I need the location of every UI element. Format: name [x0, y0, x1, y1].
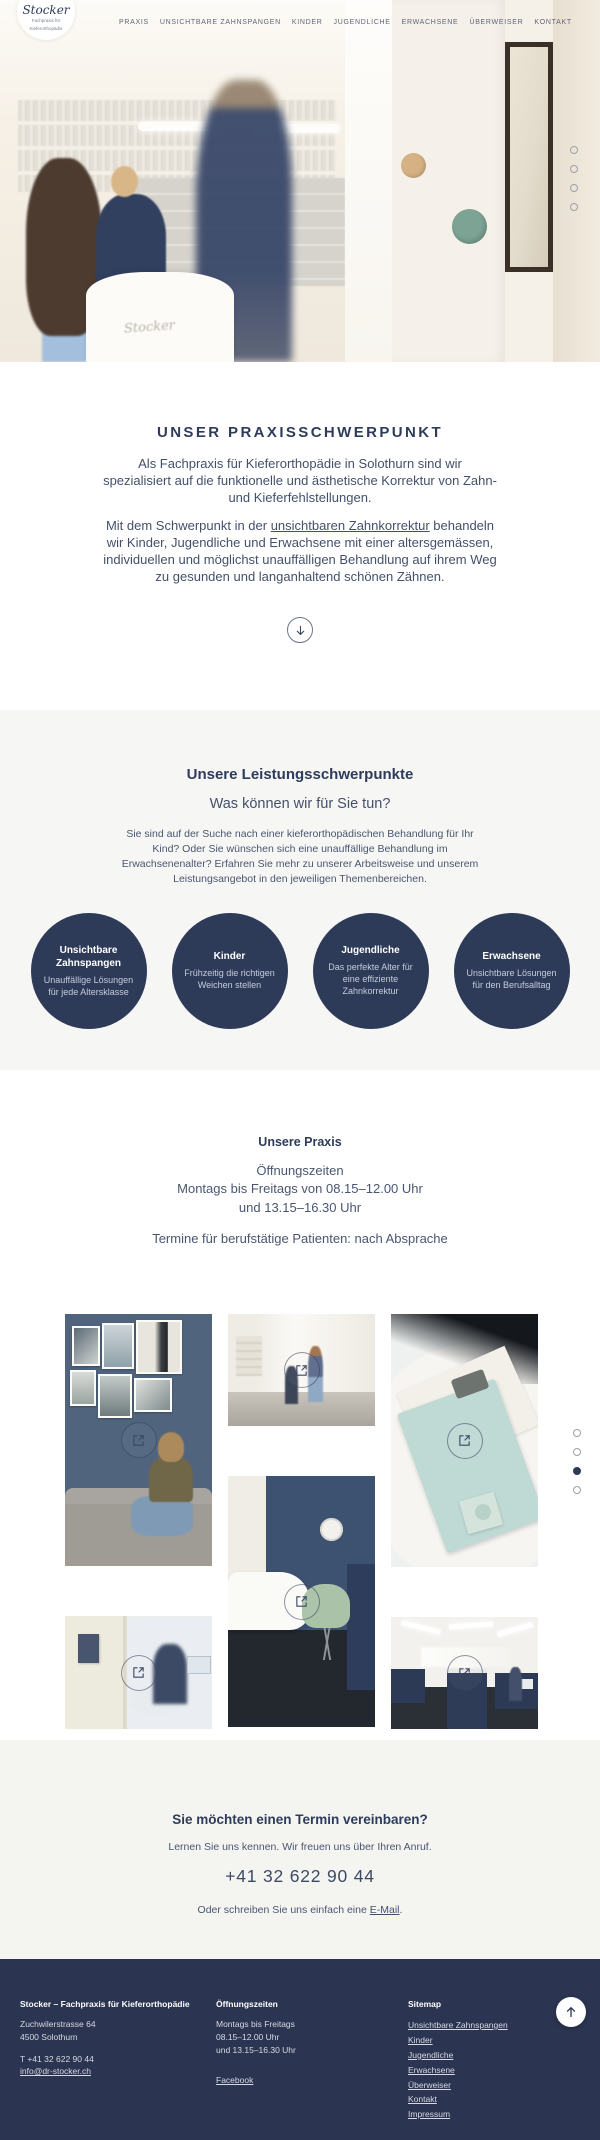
praxis-hours-label: Öffnungszeiten — [256, 1162, 344, 1178]
footer-brand: Stocker – Fachpraxis für Kieferorthopädie — [20, 1999, 190, 2009]
footer-email-link[interactable]: info@dr-stocker.ch — [20, 2066, 91, 2077]
expand-icon[interactable] — [121, 1655, 157, 1691]
praxis-hours-line-1: Montags bis Freitags von 08.15–12.00 Uhr — [177, 1181, 423, 1196]
reading-woman — [158, 1432, 184, 1462]
gallery-photo-open-room[interactable] — [391, 1617, 538, 1729]
staff-figure — [509, 1667, 522, 1701]
carousel-dot[interactable] — [570, 165, 578, 173]
picture-frame — [136, 1320, 182, 1374]
site-footer — [0, 1959, 600, 2140]
leistungen-circles — [0, 913, 600, 1029]
nav-item-praxis[interactable]: PRAXIS — [119, 19, 149, 26]
footer-sitemap-title: Sitemap — [408, 1999, 442, 2009]
cta-text: Lernen Sie uns kennen. Wir freuen uns über Ihren Anruf. — [168, 1840, 432, 1853]
paragraph-2-before: Mit dem Schwerpunkt in der — [105, 518, 271, 534]
reading-woman — [149, 1456, 193, 1502]
carousel-dot[interactable] — [570, 203, 578, 211]
gallery-photo-clipboard[interactable] — [391, 1314, 538, 1567]
carousel-dot-active[interactable] — [573, 1467, 581, 1475]
logo-subline-2: Kieferorthopädie — [29, 25, 63, 31]
expand-icon[interactable] — [121, 1422, 157, 1458]
picture-frame — [98, 1374, 132, 1418]
footer-hours-1: Montags bis Freitags — [216, 2019, 295, 2029]
circle-title: Unsichtbare Zahnspangen — [55, 944, 121, 969]
circle-text: Unauffällige Lösungen für jede Altersklasse — [43, 974, 134, 997]
picture-frame — [134, 1378, 172, 1412]
circle-title: Jugendliche — [341, 945, 400, 957]
hero-reception-desk — [86, 272, 234, 362]
praxis-title: Unsere Praxis — [258, 1134, 342, 1149]
gallery-carousel-pager — [573, 1429, 581, 1494]
sitemap-link-jugendliche[interactable]: Jugendliche — [408, 2049, 454, 2060]
hero-mirror — [505, 42, 553, 272]
carousel-dot[interactable] — [573, 1448, 581, 1456]
email-link[interactable]: E-Mail — [369, 1903, 400, 1916]
paragraph-2-after: behandeln wir Kinder, Jugendliche und Erwachsene mit einer altersgemässen, individuellen und möglichst unauffälligen Behandlung auf ihrem Weg zu gesunden und langanhaltend schönen Zähnen. — [103, 518, 497, 585]
hero-photo-reception — [0, 0, 345, 362]
section-leistungsschwerpunkte — [0, 710, 600, 1070]
spacer — [216, 2065, 376, 2074]
leistungen-text: Sie sind auf der Suche nach einer kieferorthopädischen Behandlung für Ihr Kind? Oder Sie wünschen sich eine unauffällige Behandlung im Erwachsenenalter? Erfahren Sie mehr zu unserer Arbeitsweise und unserem Leistungsangebot in den jeweiligen Themenbereichen. — [121, 827, 479, 885]
ceiling-light — [401, 1620, 441, 1635]
sitemap-link-ueberweiser[interactable]: Überweiser — [408, 2079, 451, 2090]
up-arrow-icon — [565, 2006, 577, 2018]
reading-woman — [131, 1496, 193, 1536]
footer-address-1: Zuchwilerstrasse 64 — [20, 2019, 96, 2029]
wall-hook-tan — [401, 153, 426, 178]
expand-icon[interactable] — [284, 1584, 320, 1620]
logo[interactable] — [17, 0, 75, 40]
section-termin-cta — [0, 1740, 600, 1959]
leistungen-subtitle: Was können wir für Sie tun? — [209, 795, 391, 812]
circle-jugendliche[interactable] — [313, 913, 429, 1029]
leistungen-title: Unsere Leistungsschwerpunkte — [186, 766, 414, 784]
hero-mirror-glass — [510, 47, 548, 267]
wall-booklet — [78, 1634, 99, 1663]
hero-receptionist-figure — [111, 166, 138, 197]
cta-mail-before: Oder schreiben Sie uns einfach eine — [197, 1903, 370, 1916]
gallery-photo-hallway[interactable] — [228, 1314, 375, 1426]
nav-item-kontakt[interactable]: KONTAKT — [534, 19, 572, 26]
expand-icon[interactable] — [447, 1655, 483, 1691]
hero-wall-gap — [345, 0, 392, 362]
nav-item-ueberweiser[interactable]: ÜBERWEISER — [469, 19, 524, 26]
praxisschwerpunkt-title: UNSER PRAXISSCHWERPUNKT — [156, 424, 444, 442]
hero-carousel-pager — [570, 146, 578, 211]
nav-item-jugendliche[interactable]: JUGENDLICHE — [333, 19, 391, 26]
down-arrow-icon — [295, 625, 306, 636]
cta-mail-line — [0, 1904, 600, 1916]
nav-item-erwachsene[interactable]: ERWACHSENE — [401, 19, 459, 26]
picture-frame — [102, 1323, 134, 1369]
gallery-grid — [25, 1298, 600, 1745]
chair-legs — [314, 1624, 340, 1660]
site-header — [0, 0, 600, 52]
circle-unsichtbare-zahnspangen[interactable] — [31, 913, 147, 1029]
footer-address-2: 4500 Solothurn — [20, 2031, 78, 2042]
footer-sitemap-column — [408, 1999, 548, 2122]
footer-phone[interactable]: T +41 32 622 90 44 — [20, 2053, 94, 2064]
ceiling-light — [497, 1622, 533, 1637]
sitemap-link-kinder[interactable]: Kinder — [408, 2034, 433, 2045]
sitemap-link-erwachsene[interactable]: Erwachsene — [408, 2064, 455, 2075]
praxisschwerpunkt-paragraph-1: Als Fachpraxis für Kieferorthopädie in Solothurn sind wir spezialisiert auf die funktionelle und ästhetische Korrektur von Zahn- und Kieferfehlstellungen. — [103, 456, 497, 506]
main-nav — [119, 19, 572, 26]
carousel-dot[interactable] — [573, 1486, 581, 1494]
link-unsichtbare-zahnkorrektur[interactable]: unsichtbaren Zahnkorrektur — [270, 518, 430, 534]
circle-text: Unsichtbare Lösungen für den Berufsalltag — [466, 968, 557, 991]
circle-title: Erwachsene — [482, 951, 541, 963]
hero-desk-logo: Stocker — [123, 318, 176, 337]
cabinet — [347, 1564, 375, 1690]
hallway-floor — [228, 1392, 375, 1426]
wall-hook-green — [452, 209, 487, 244]
gallery-column-1 — [25, 1298, 172, 1745]
footer-hours-title: Öffnungszeiten — [216, 1999, 278, 2009]
scroll-down-button[interactable] — [287, 617, 313, 643]
footer-hours-2: 08.15–12.00 Uhr — [216, 2031, 280, 2042]
circle-erwachsene[interactable] — [454, 913, 570, 1029]
expand-icon[interactable] — [447, 1423, 483, 1459]
praxisschwerpunkt-paragraph-2 — [103, 517, 498, 585]
circle-text: Frühzeitig die richtigen Weichen stellen — [184, 968, 275, 991]
nav-item-unsichtbare-zahnspangen[interactable]: UNSICHTBARE ZAHNSPANGEN — [159, 19, 281, 26]
nav-item-kinder[interactable]: KINDER — [291, 19, 323, 26]
sitemap-link-impressum[interactable]: Impressum — [408, 2109, 451, 2120]
gallery-photo-blue-wall[interactable] — [228, 1476, 375, 1727]
cta-mail-after: . — [399, 1903, 403, 1916]
gallery-photo-waiting-room[interactable] — [65, 1314, 212, 1566]
hero-photo-wall — [392, 0, 505, 362]
logo-subline-1: Fachpraxis für — [31, 18, 61, 23]
section-unsere-praxis — [0, 1070, 600, 1290]
wall-clock — [320, 1518, 343, 1541]
circle-text: Das perfekte Alter für eine effiziente Zahnkorrektur — [328, 962, 413, 997]
hero-carousel — [0, 0, 600, 362]
gallery-carousel — [0, 1290, 600, 1740]
praxis-hours-line-2: und 13.15–16.30 Uhr — [238, 1199, 362, 1215]
ceiling-light — [449, 1621, 493, 1629]
carousel-dot[interactable] — [573, 1429, 581, 1437]
circle-kinder[interactable] — [172, 913, 288, 1029]
scroll-to-top-button[interactable] — [556, 1997, 586, 2027]
footer-facebook-link[interactable]: Facebook — [216, 2075, 254, 2086]
circle-title: Kinder — [213, 951, 246, 963]
cta-phone-number[interactable]: +41 32 622 90 44 — [225, 1865, 375, 1886]
spacer — [216, 2056, 376, 2065]
gallery-photo-treatment[interactable] — [65, 1616, 212, 1729]
picture-frame — [70, 1370, 96, 1406]
dentist-figure — [153, 1644, 187, 1704]
footer-hours-3: und 13.15–16.30 Uhr — [216, 2044, 296, 2055]
section-praxisschwerpunkt — [0, 362, 600, 710]
logo-script: Stocker — [22, 3, 70, 17]
footer-hours-column — [216, 1999, 376, 2087]
carousel-dot[interactable] — [570, 146, 578, 154]
praxis-hours — [0, 1162, 600, 1218]
sitemap-link-kontakt[interactable]: Kontakt — [408, 2094, 437, 2105]
picture-frame — [72, 1326, 100, 1366]
sitemap-link-unsichtbare-zahnspangen[interactable]: Unsichtbare Zahnspangen — [408, 2020, 508, 2030]
cta-title: Sie möchten einen Termin vereinbaren? — [172, 1811, 428, 1827]
monitor — [187, 1656, 211, 1674]
cabinet — [391, 1669, 425, 1703]
expand-icon[interactable] — [284, 1352, 320, 1388]
footer-contact-column — [20, 1999, 200, 2078]
praxis-note: Termine für berufstätige Patienten: nach Absprache — [152, 1231, 448, 1246]
carousel-dot[interactable] — [570, 184, 578, 192]
spacer — [20, 2044, 200, 2053]
hallway-shelf — [236, 1336, 262, 1376]
